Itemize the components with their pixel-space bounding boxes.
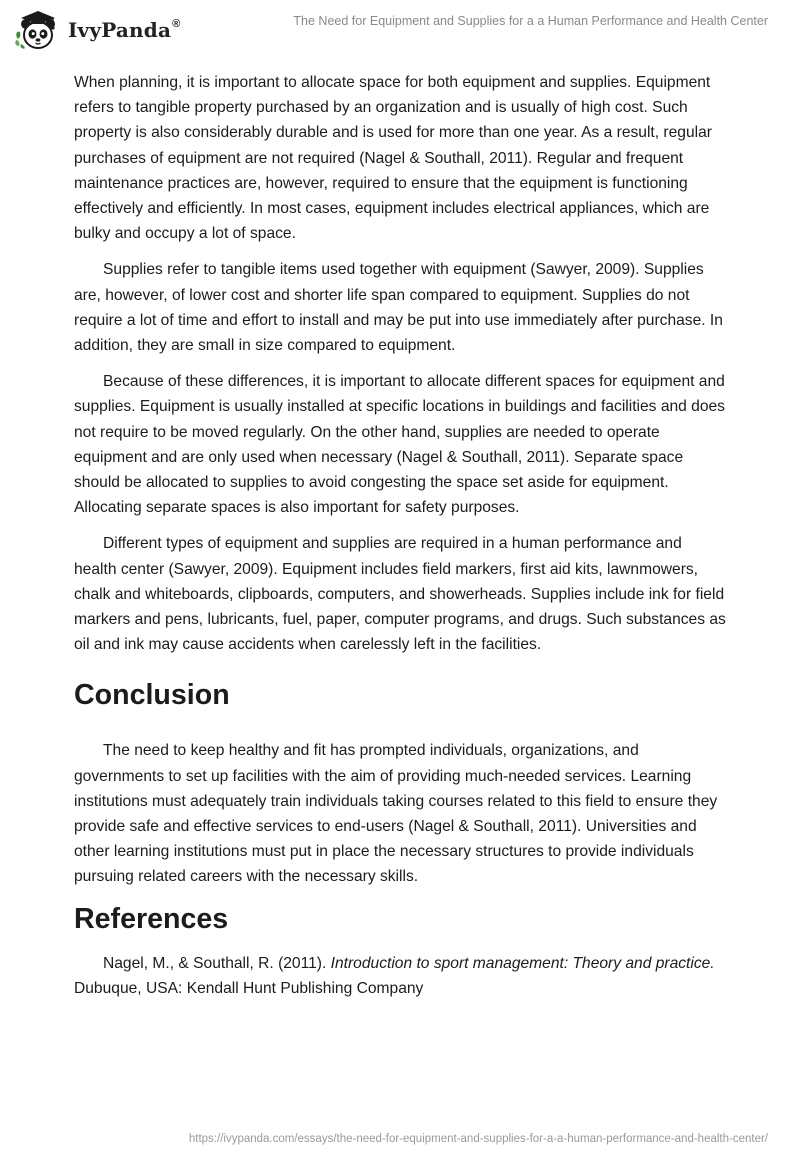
reference-title: Introduction to sport management: Theory and practice. <box>330 954 715 972</box>
reference-authors: Nagel, M., & Southall, R. (2011). <box>103 954 331 972</box>
body-paragraph: Supplies refer to tangible items used together with equipment (Sawyer, 2009). Supplies are, however, of lower cost and shorter life span compared to equipment. Supplies do not require a lot of time and effort to install and may be put into use immediately after purchase. In addition, they are small in size compared to equipment. <box>74 261 723 355</box>
essay-content <box>74 70 726 1012</box>
brand-name: IvyPanda® <box>68 18 181 42</box>
source-url[interactable]: https://ivypanda.com/essays/the-need-for-equipment-and-supplies-for-a-a-human-performance-and-health-center/ <box>188 1133 768 1145</box>
panda-graduate-icon <box>14 8 62 52</box>
page-header <box>0 0 800 62</box>
body-paragraph: Different types of equipment and supplies are required in a human performance and health center (Sawyer, 2009). Equipment includes field markers, first aid kits, lawnmowers, chalk and whiteboards, clipboards, computers, and showerheads. Supplies include ink for field markers and pens, lubricants, fuel, paper, computer programs, and drugs. Such substances as oil and ink may cause accidents when carelessly left in the facilities. <box>74 535 726 654</box>
references-heading: References <box>74 902 229 935</box>
ivypanda-logo[interactable] <box>14 8 180 52</box>
registered-mark: ® <box>172 18 181 31</box>
conclusion-heading: Conclusion <box>74 679 230 712</box>
document-title: The Need for Equipment and Supplies for a a Human Performance and Health Center <box>293 14 768 28</box>
reference-entry <box>74 951 726 1001</box>
reference-publisher: Dubuque, USA: Kendall Hunt Publishing Company <box>74 979 424 997</box>
conclusion-paragraph: The need to keep healthy and fit has prompted individuals, organizations, and governments to set up facilities with the aim of providing much-needed services. Learning institutions must adequately train individuals taking courses related to this field to ensure they provide safe and effective services to end-users (Nagel & Southall, 2011). Universities and other learning institutions must put in place the necessary structures to provide individuals pursuing related careers with the necessary skills. <box>74 742 718 886</box>
body-paragraph: When planning, it is important to allocate space for both equipment and supplies. Equipment refers to tangible property purchased by an organization and is usually of high cost. Such property is also considerably durable and is used for more than one year. As a result, regular purchases of equipment are not required (Nagel & Southall, 2011). Regular and frequent maintenance practices are, however, required to ensure that the equipment is functioning effectively and efficiently. In most cases, equipment includes electrical appliances, which are bulky and occupy a lot of space. <box>74 74 712 243</box>
body-paragraph: Because of these differences, it is important to allocate different spaces for equipment and supplies. Equipment is usually installed at specific locations in buildings and facilities and does not require to be moved regularly. On the other hand, supplies are needed to operate equipment and are only used when necessary (Nagel & Southall, 2011). Separate space should be allocated to supplies to avoid congesting the space set aside for equipment. Allocating separate spaces is also important for safety purposes. <box>74 373 725 517</box>
